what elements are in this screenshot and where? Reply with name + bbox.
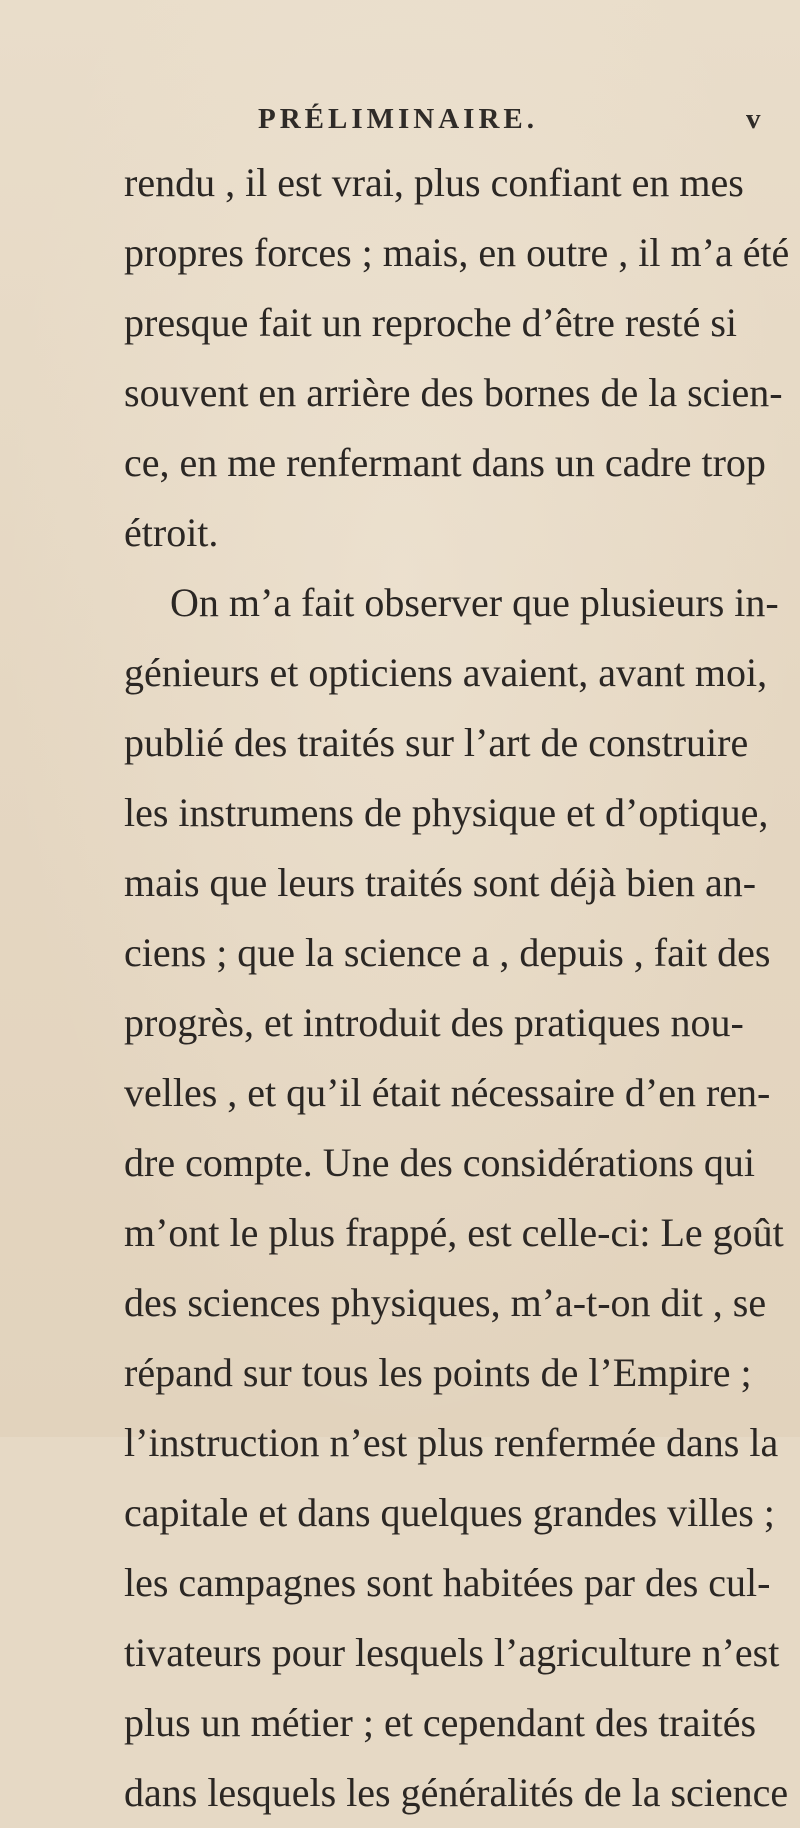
text-line: étroit. [124,510,219,555]
text-line: répand sur tous les points de l’Empire ; [124,1350,752,1395]
text-line: rendu , il est vrai, plus confiant en mes [124,160,744,205]
paragraph-1 [124,148,790,568]
text-line: souvent en arrière des bornes de la scien- [124,370,783,415]
text-line: les instrumens de physique et d’optique, [124,790,769,835]
text-line: m’ont le plus frappé, est celle-ci: Le goût [124,1210,784,1255]
text-line: velles , et qu’il était nécessaire d’en ren- [124,1070,771,1115]
text-line: propres forces ; mais, en outre , il m’a été [124,230,790,275]
running-head [0,103,800,143]
paragraph-2 [124,568,789,1828]
text-line: publié des traités sur l’art de construire [124,720,749,765]
text-line: l’instruction n’est plus renfermée dans la [124,1420,779,1465]
text-line: presque fait un reproche d’être resté si [124,300,738,345]
text-line: progrès, et introduit des pratiques nou- [124,1000,744,1045]
text-line: On m’a fait observer que plusieurs in- [170,580,779,625]
text-line: mais que leurs traités sont déjà bien an- [124,860,757,905]
text-line: génieurs et opticiens avaient, avant moi, [124,650,768,695]
body-text [124,148,790,1828]
text-line: ce, en me renfermant dans un cadre trop [124,440,766,485]
text-line: ciens ; que la science a , depuis , fait des [124,930,771,975]
text-line: capitale et dans quelques grandes villes ; [124,1490,775,1535]
text-line: plus un métier ; et cependant des traités [124,1700,757,1745]
text-line: dre compte. Une des considérations qui [124,1140,755,1185]
running-title: PRÉLIMINAIRE. [258,103,538,135]
text-line: tivateurs pour lesquels l’agriculture n’est [124,1630,780,1675]
page-number: v [746,103,761,135]
text-line: dans lesquels les généralités de la science [124,1770,789,1815]
text-line: les campagnes sont habitées par des cul- [124,1560,771,1605]
text-line: des sciences physiques, m’a-t-on dit , se [124,1280,767,1325]
